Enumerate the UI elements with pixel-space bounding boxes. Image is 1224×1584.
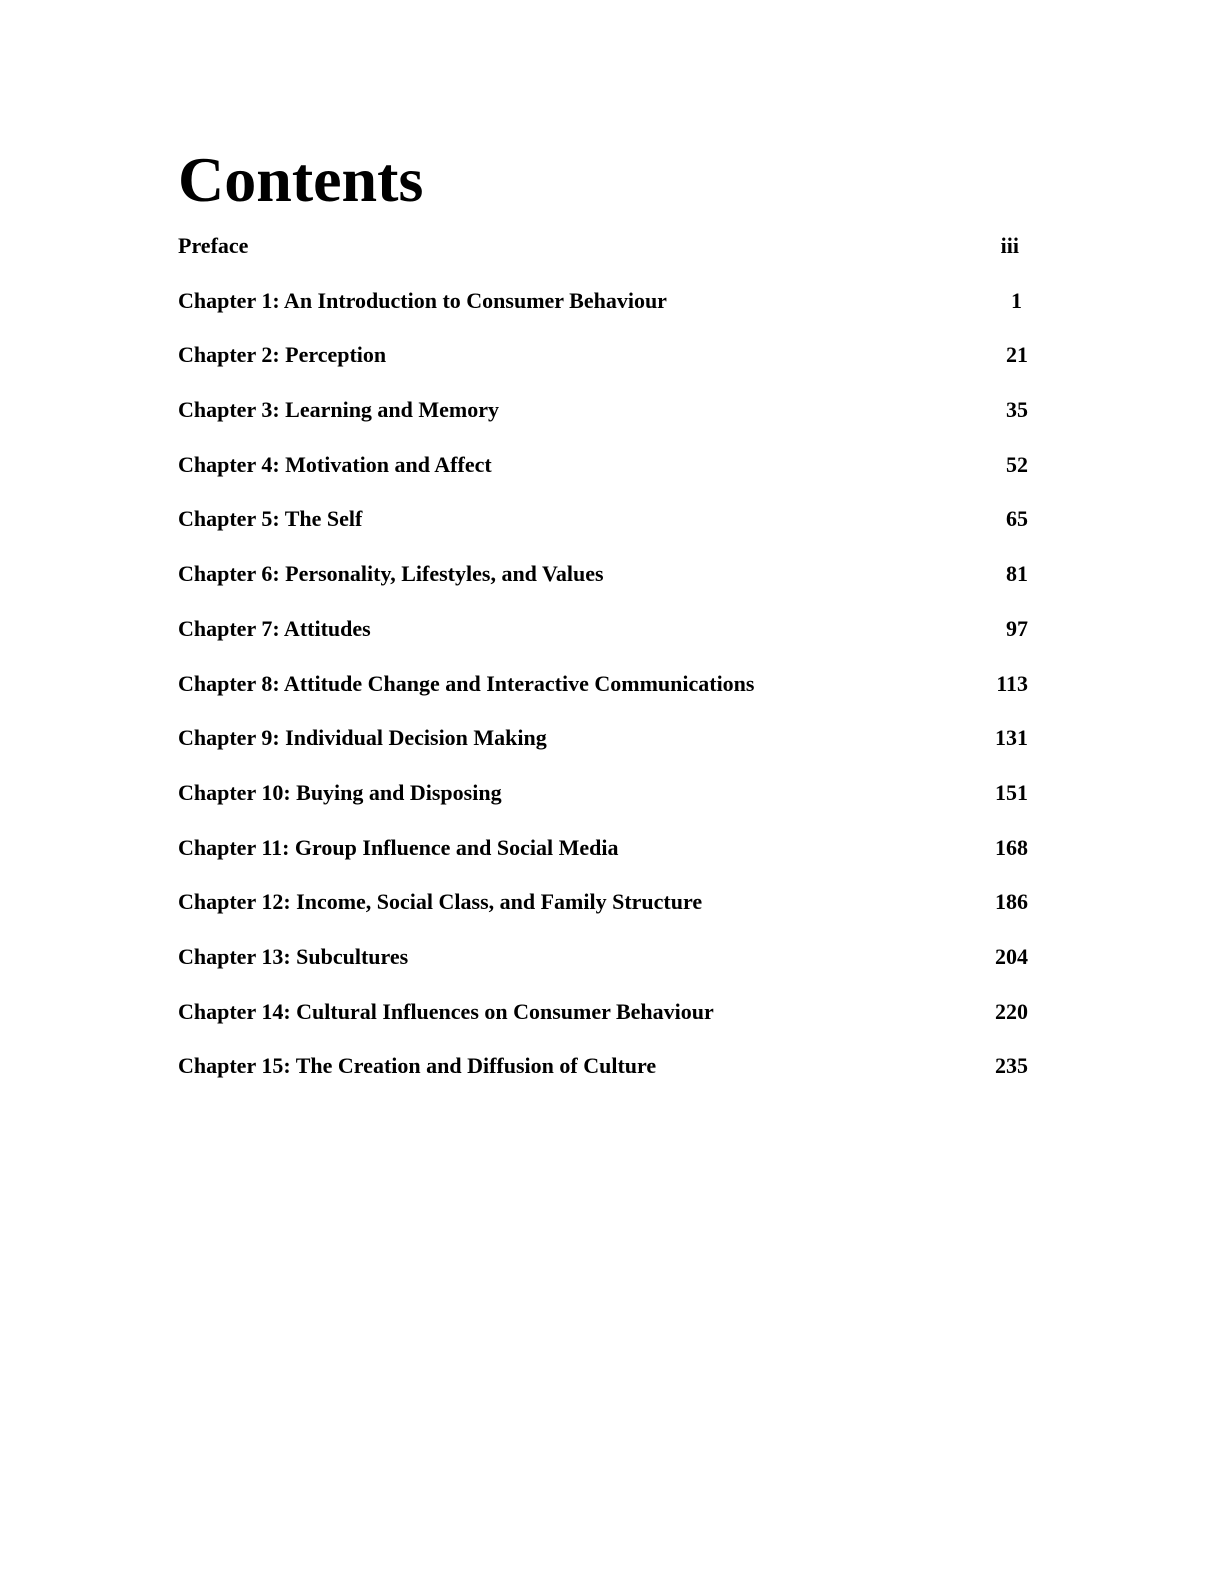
toc-entry-page-number: 220 bbox=[995, 998, 1028, 1024]
toc-entry-chapter-14 bbox=[178, 992, 1028, 1047]
toc-entry-label: Chapter 8: Attitude Change and Interactive Communications bbox=[178, 670, 755, 696]
toc-entry-label: Chapter 7: Attitudes bbox=[178, 615, 371, 641]
toc-entry-chapter-9 bbox=[178, 718, 1028, 773]
toc-entry-chapter-10 bbox=[178, 773, 1028, 828]
page-title: Contents bbox=[178, 144, 424, 215]
toc-entry-page-number: 204 bbox=[995, 943, 1028, 969]
toc-entry-label: Chapter 4: Motivation and Affect bbox=[178, 451, 492, 477]
toc-entry-label: Chapter 11: Group Influence and Social Media bbox=[178, 834, 619, 860]
toc-entry-chapter-5 bbox=[178, 499, 1028, 554]
toc-entry-chapter-12 bbox=[178, 882, 1028, 937]
toc-entry-label: Chapter 5: The Self bbox=[178, 506, 363, 532]
toc-entry-label: Chapter 14: Cultural Influences on Consumer Behaviour bbox=[178, 998, 714, 1024]
toc-entry-page-number: 186 bbox=[995, 889, 1028, 915]
toc-entry-label: Chapter 1: An Introduction to Consumer Behaviour bbox=[178, 287, 667, 313]
toc-entry-page-number: 113 bbox=[996, 670, 1028, 696]
toc-entry-chapter-3 bbox=[178, 390, 1028, 445]
toc-entry-page-number: iii bbox=[1000, 233, 1019, 258]
toc-entry-chapter-15 bbox=[178, 1046, 1028, 1101]
toc-entry-chapter-6 bbox=[178, 554, 1028, 609]
toc-entry-page-number: 1 bbox=[1011, 287, 1022, 313]
toc-entry-label: Chapter 12: Income, Social Class, and Family Structure bbox=[178, 889, 703, 915]
table-of-contents bbox=[178, 226, 1028, 1101]
toc-entry-label: Preface bbox=[178, 233, 249, 258]
toc-entry-preface bbox=[178, 226, 1028, 281]
toc-entry-label: Chapter 10: Buying and Disposing bbox=[178, 779, 502, 805]
toc-entry-page-number: 131 bbox=[995, 725, 1028, 751]
toc-entry-chapter-7 bbox=[178, 609, 1028, 664]
toc-entry-page-number: 97 bbox=[1006, 615, 1028, 641]
toc-entry-chapter-2 bbox=[178, 335, 1028, 390]
toc-entry-label: Chapter 6: Personality, Lifestyles, and Values bbox=[178, 561, 604, 587]
toc-entry-page-number: 168 bbox=[995, 834, 1028, 860]
toc-entry-label: Chapter 15: The Creation and Diffusion of Culture bbox=[178, 1053, 657, 1079]
toc-entry-chapter-11 bbox=[178, 828, 1028, 883]
toc-entry-label: Chapter 13: Subcultures bbox=[178, 943, 409, 969]
toc-entry-page-number: 65 bbox=[1006, 506, 1028, 532]
toc-entry-page-number: 52 bbox=[1006, 451, 1028, 477]
toc-entry-chapter-13 bbox=[178, 937, 1028, 992]
toc-entry-chapter-1 bbox=[178, 281, 1028, 336]
toc-entry-page-number: 151 bbox=[995, 779, 1028, 805]
toc-entry-label: Chapter 3: Learning and Memory bbox=[178, 397, 500, 423]
toc-entry-page-number: 35 bbox=[1006, 397, 1028, 423]
toc-entry-chapter-8 bbox=[178, 664, 1028, 719]
toc-entry-page-number: 21 bbox=[1006, 342, 1028, 368]
toc-entry-label: Chapter 9: Individual Decision Making bbox=[178, 725, 547, 751]
toc-entry-page-number: 235 bbox=[995, 1053, 1028, 1079]
toc-entry-page-number: 81 bbox=[1006, 561, 1028, 587]
toc-entry-chapter-4 bbox=[178, 445, 1028, 500]
toc-entry-label: Chapter 2: Perception bbox=[178, 342, 387, 368]
